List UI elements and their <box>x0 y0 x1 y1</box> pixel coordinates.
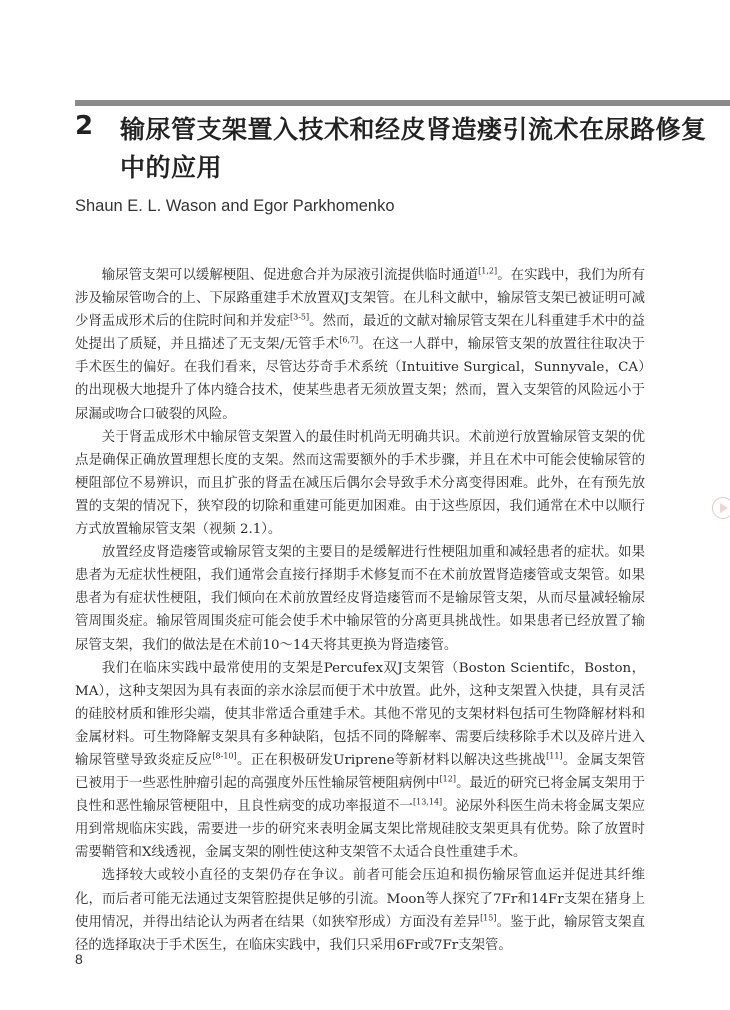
citation-ref: [13,14] <box>413 797 443 807</box>
citation-ref: [6,7] <box>339 335 359 345</box>
body-paragraph <box>75 264 645 426</box>
video-play-icon[interactable] <box>712 497 730 519</box>
paragraph-text: 我们在临床实践中最常使用的支架是Percufex双J支架管（Boston Scientifc，Boston，MA），这种支架因为具有表面的亲水涂层而便于术中放置。此外，这种支架置入快捷，具有灵活的硅胶材质和锥形尖端，使其非常适合重建手术。其他不常见的支架材料包括可生物降解材料和金属材料。可生物降解支架具有多种缺陷，包括不同的降解率、需要后续移除手术以及碎片进入输尿管壁导致炎症反应 <box>75 660 645 768</box>
paragraph-text: 。然而，最近的文献对输尿管支架在儿科重建手术中的益处提出了质疑，并且描述了无支架/无管手术 <box>75 314 646 353</box>
page-number: 8 <box>75 951 83 967</box>
citation-ref: [15] <box>480 913 497 923</box>
chapter-title: 输尿管支架置入技术和经皮肾造瘘引流术在尿路修复中的应用 <box>120 115 707 182</box>
body-paragraph <box>75 864 645 956</box>
body-text <box>75 264 645 957</box>
citation-ref: [11] <box>546 751 563 761</box>
chapter-top-rule <box>75 100 730 106</box>
body-paragraph <box>75 541 645 656</box>
citation-ref: [3-5] <box>289 312 310 322</box>
citation-ref: [1,2] <box>478 266 498 276</box>
paragraph-text: 。正在积极研发Uriprene等新材料以解决这些挑战 <box>236 752 547 768</box>
paragraph-text: 。鉴于此，输尿管支架直径的选择取决于手术医生，在临床实践中，我们只采用6Fr或7Fr支架管。 <box>75 914 646 953</box>
citation-ref: [8-10] <box>212 751 237 761</box>
citation-ref: [12] <box>439 774 456 784</box>
paragraph-text: 。在实践中，我们为所有涉及输尿管吻合的上、下尿路重建手术放置双J支架管。在儿科文献中，输尿管支架已被证明可减少肾盂成形术后的住院时间和并发症 <box>75 268 646 330</box>
body-paragraph <box>75 426 645 541</box>
paragraph-text: 选择较大或较小直径的支架仍存在争议。前者可能会压迫和损伤输尿管血运并促进其纤维化，而后者可能无法通过支架管腔提供足够的引流。Moon等人探究了7Fr和14Fr支架在猪身上使用情况，并得出结论认为两者在结果（如狭窄形成）方面没有差异 <box>75 868 645 930</box>
body-paragraph <box>75 657 645 865</box>
paragraph-text: 。泌尿外科医生尚未将金属支架应用到常规临床实践，需要进一步的研究来表明金属支架比常规硅胶支架更具有优势。除了放置时需要鞘管和X线透视，金属支架的刚性使这种支架管不太适合良性重建手术。 <box>75 799 646 861</box>
paragraph-text: 输尿管支架可以缓解梗阻、促进愈合并为尿液引流提供临时通道 <box>101 268 479 283</box>
chapter-number: 2 <box>75 111 94 141</box>
paragraph-text: 。最近的研究已将金属支架用于良性和恶性输尿管梗阻中，且良性病变的成功率报道不一 <box>75 776 646 815</box>
chapter-authors: Shaun E. L. Wason and Egor Parkhomenko <box>75 197 395 215</box>
paragraph-text: 放置经皮肾造瘘管或输尿管支架的主要目的是缓解进行性梗阻加重和减轻患者的症状。如果患者为无症状性梗阻，我们通常会直接行择期手术修复而不在术前放置肾造瘘管或支架管。如果患者为有症状性梗阻，我们倾向在术前放置经皮肾造瘘管而不是输尿管支架，从而尽量减轻输尿管周围炎症。输尿管周围炎症可能会使手术中输尿管的分离更具挑战性。如果患者已经放置了输尿管支架，我们的做法是在术前10～14天将其更换为肾造瘘管。 <box>75 545 645 653</box>
paragraph-text: 。在这一人群中，输尿管支架的放置往往取决于手术医生的偏好。在我们看来，尽管达芬奇手术系统（Intuitive Surgical，Sunnyvale，CA）的出现极大地提升了体内缝合技术，使某些患者无须放置支架；然而，置入支架管的风险远小于尿漏或吻合口破裂的风险。 <box>75 337 645 422</box>
paragraph-text: 。金属支架管已被用于一些恶性肿瘤引起的高强度外压性输尿管梗阻病例中 <box>75 752 645 792</box>
paragraph-text: 关于肾盂成形术中输尿管支架置入的最佳时机尚无明确共识。术前逆行放置输尿管支架的优点是确保正确放置理想长度的支架。然而这需要额外的手术步骤，并且在术中可能会使输尿管的梗阻部位不易辨识，而且扩张的肾盂在减压后偶尔会导致手术分离变得困难。此外，在有预先放置的支架的情况下，狭窄段的切除和重建可能更加困难。由于这些原因，我们通常在术中以顺行方式放置输尿管支架（视频 2.1）。 <box>75 429 645 538</box>
